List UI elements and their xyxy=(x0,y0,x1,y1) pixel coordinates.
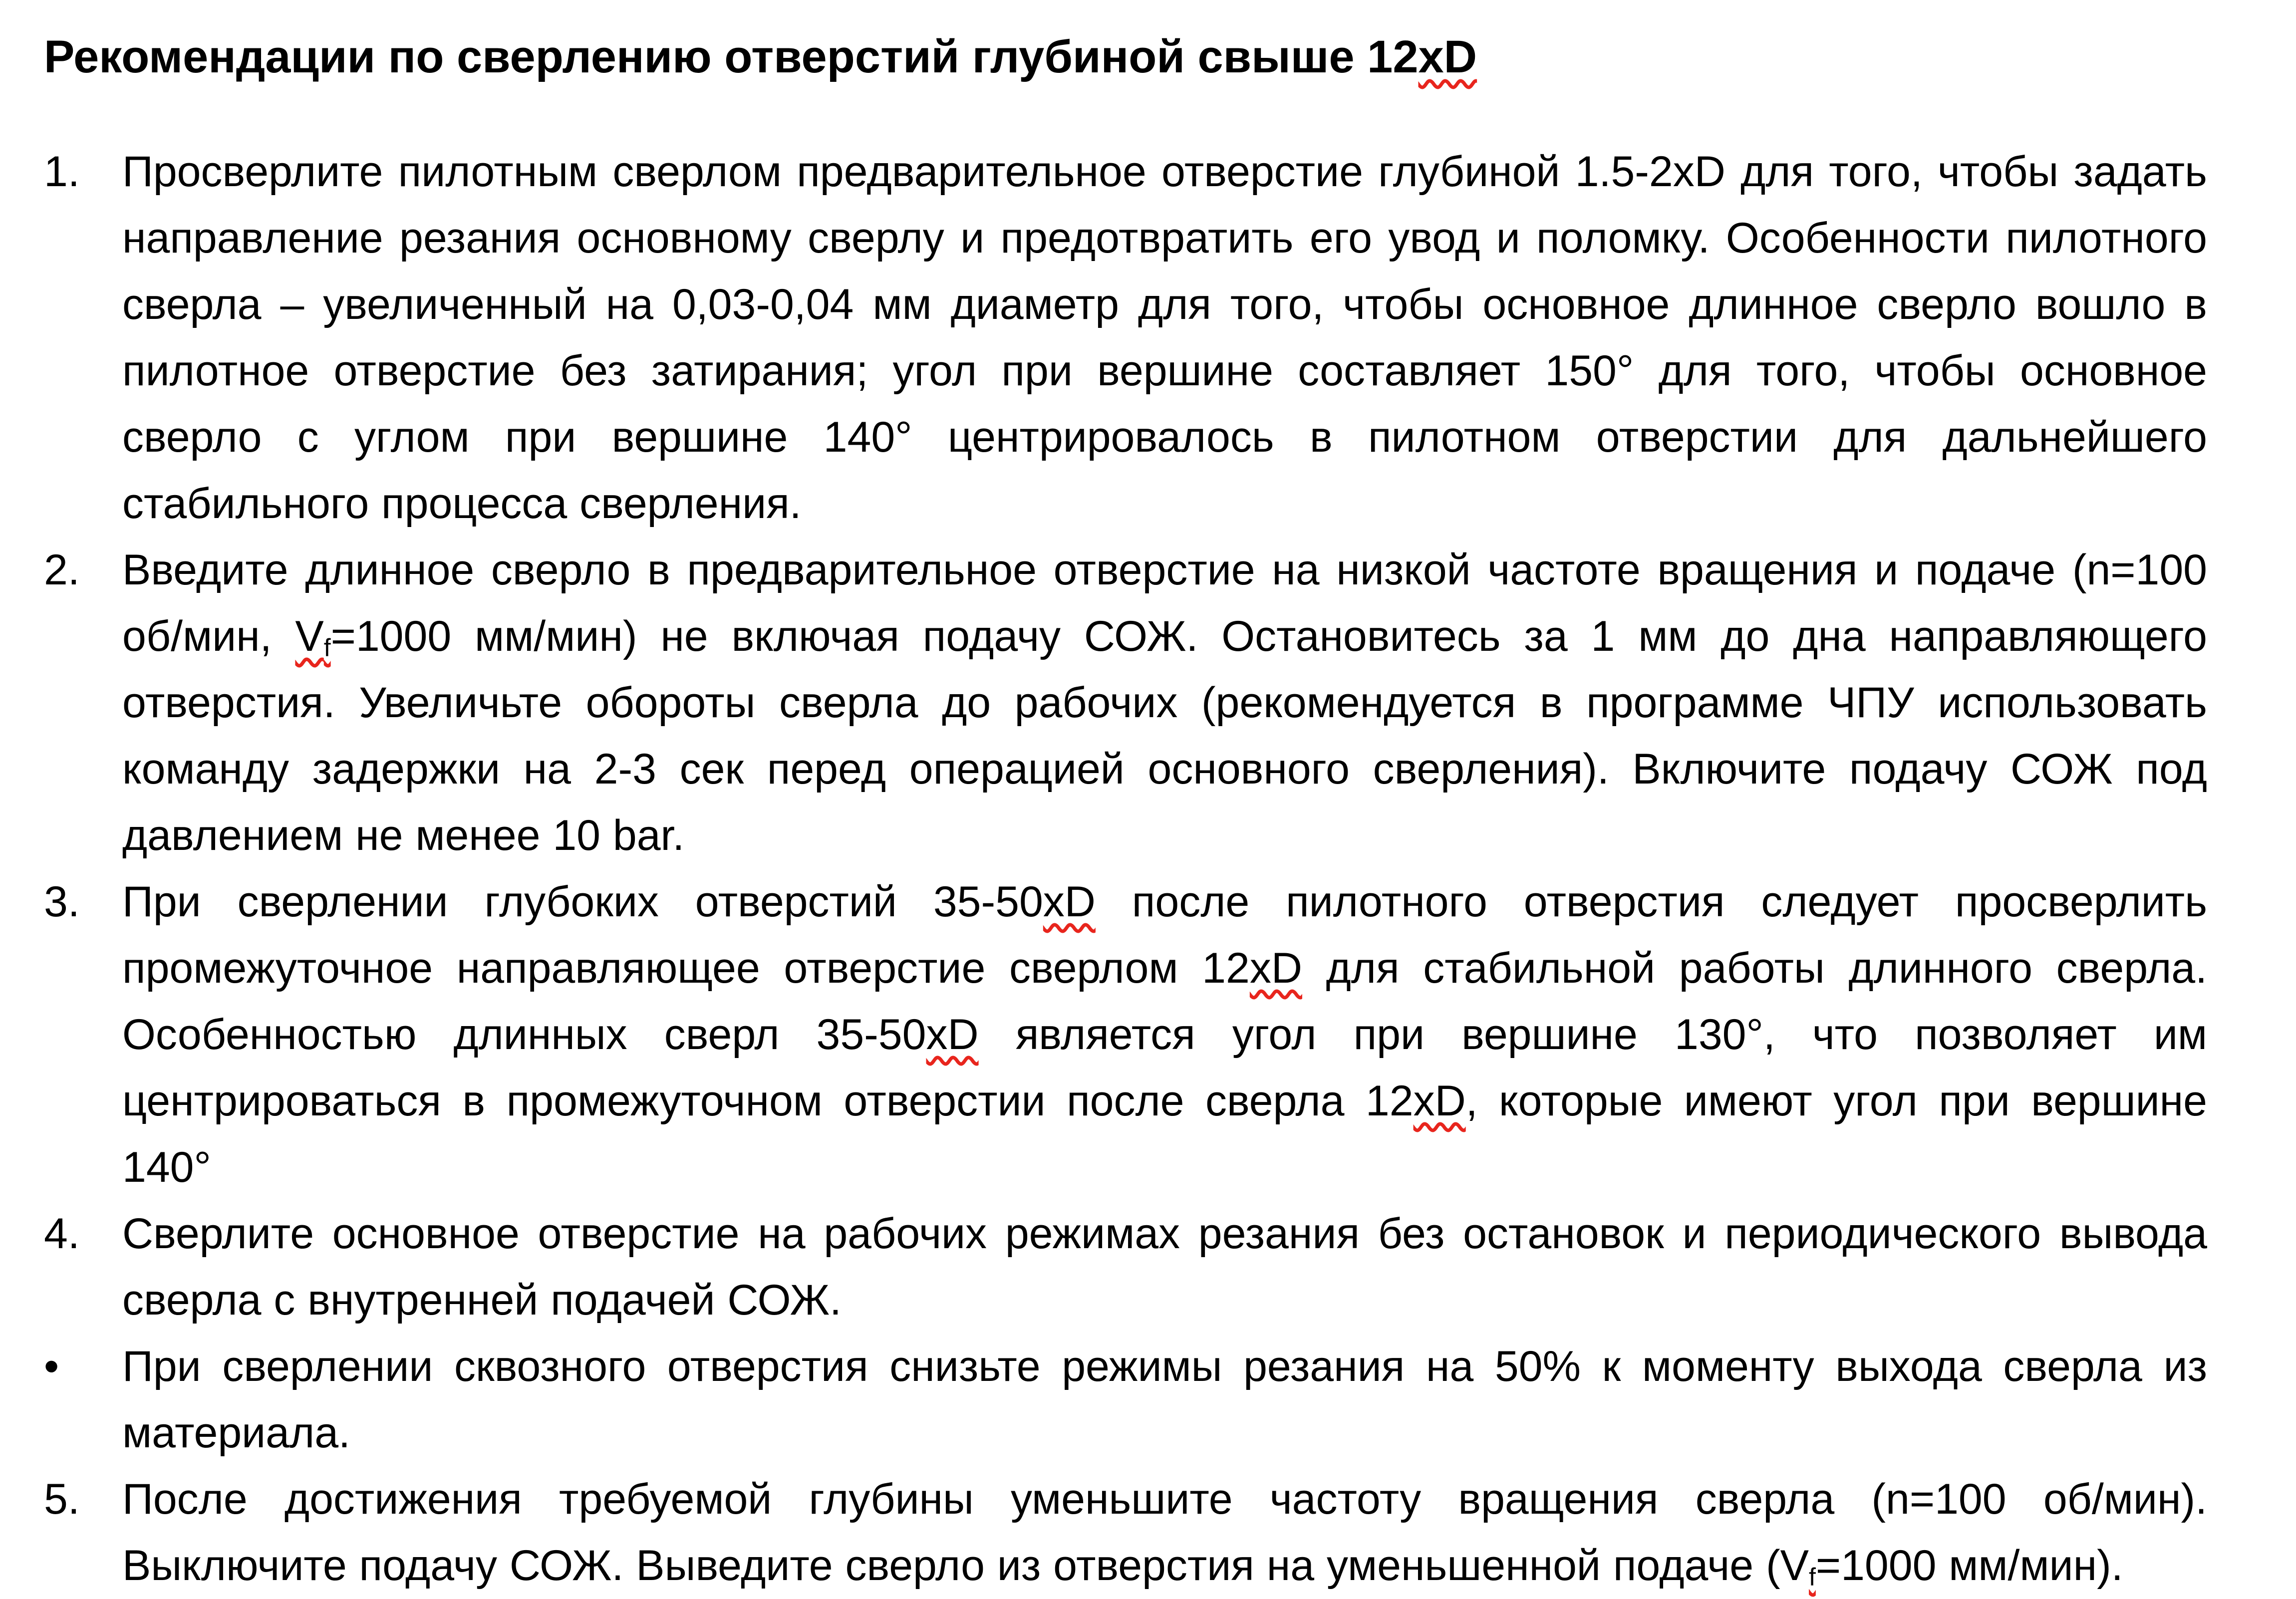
number-marker: 2. xyxy=(44,546,80,594)
misspelled-text: xD xyxy=(1043,878,1096,926)
text-run: Сверлите основное отверстие на рабочих режимах резания без остановок и периодического вывода сверла с внутренней подачей СОЖ. xyxy=(122,1210,2207,1324)
list-item-text xyxy=(122,1201,2207,1333)
document-title xyxy=(44,23,2207,91)
list-item xyxy=(44,869,2207,1201)
subscript-text: f xyxy=(323,633,331,662)
list-item xyxy=(44,139,2207,537)
list-item-text xyxy=(122,1466,2207,1599)
number-marker: 5. xyxy=(44,1475,80,1523)
text-run: является угол при вершине 130°, что позволяет им центрироваться в промежуточном отверстии после сверла 12 xyxy=(122,1011,2207,1125)
misspelled-text: $V_f$ xyxy=(295,612,331,662)
number-marker: 1. xyxy=(44,148,80,196)
text-run: После достижения требуемой глубины уменьшите частоту вращения сверла (n=100 об/мин). Выключите подачу СОЖ. Выведите сверло из отверстия на уменьшенной подаче (V xyxy=(122,1475,2207,1590)
misspelled-text xyxy=(1809,1542,1816,1590)
list-item-text xyxy=(122,1333,2207,1466)
text-run: =1000 мм/мин). xyxy=(1815,1542,2123,1590)
list-item xyxy=(44,1466,2207,1599)
text-run: =1000 мм/мин) не включая подачу СОЖ. Остановитесь за 1 мм до дна направляющего отверстия. Увеличьте обороты сверла до рабочих (рекомендуется в программе ЧПУ использовать команду задержки на 2-3 сек перед операцией основного сверления). Включите подачу СОЖ под давлением не менее 10 bar. xyxy=(122,612,2207,859)
misspelled-text: xD xyxy=(1413,1077,1466,1125)
text-run: Просверлите пилотным сверлом предварительное отверстие глубиной 1.5-2xD для того, чтобы задать направление резания основному сверлу и предотвратить его увод и поломку. Особенности пилотного сверла – увеличенный на 0,03-0,04 мм диаметр для того, чтобы основное длинное сверло вошло в пилотное отверстие без затирания; угол при вершине составляет 150° для того, чтобы основное сверло с углом при вершине 140° центрировалось в пилотном отверстии для дальнейшего стабильного процесса сверления. xyxy=(122,148,2207,528)
text-run: Рекомендации по сверлению отверстий глубиной свыше 12 xyxy=(44,31,1419,82)
number-marker: 3. xyxy=(44,878,80,926)
list-item xyxy=(44,537,2207,869)
misspelled-text: xD xyxy=(926,1011,979,1059)
list-item-text xyxy=(122,537,2207,869)
text-run: , которые имеют угол при вершине 140° xyxy=(122,1077,2207,1191)
subscript-text: f xyxy=(1809,1563,1816,1591)
text-run: Введите длинное сверло в предварительное отверстие на низкой частоте вращения и подаче (n=100 об/мин, xyxy=(122,546,2207,660)
text-run: для стабильной работы длинного сверла. Особенностью длинных сверл 35-50 xyxy=(122,944,2208,1059)
text-run: При сверлении сквозного отверстия снизьте режимы резания на 50% к моменту выхода сверла из материала. xyxy=(122,1342,2207,1457)
number-marker: 4. xyxy=(44,1210,80,1258)
text-run: При сверлении глубоких отверстий 35-50 xyxy=(122,878,1043,926)
recommendations-list xyxy=(44,139,2207,1599)
text-run: после пилотного отверстия следует просверлить промежуточное направляющее отверстие сверлом 12 xyxy=(122,878,2207,992)
list-item xyxy=(44,1333,2207,1466)
bullet-marker: • xyxy=(44,1342,59,1390)
list-item-text xyxy=(122,139,2207,537)
misspelled-text: xD xyxy=(1418,31,1477,82)
list-item xyxy=(44,1201,2207,1333)
misspelled-text: xD xyxy=(1249,944,1302,992)
list-item-text xyxy=(122,869,2207,1201)
